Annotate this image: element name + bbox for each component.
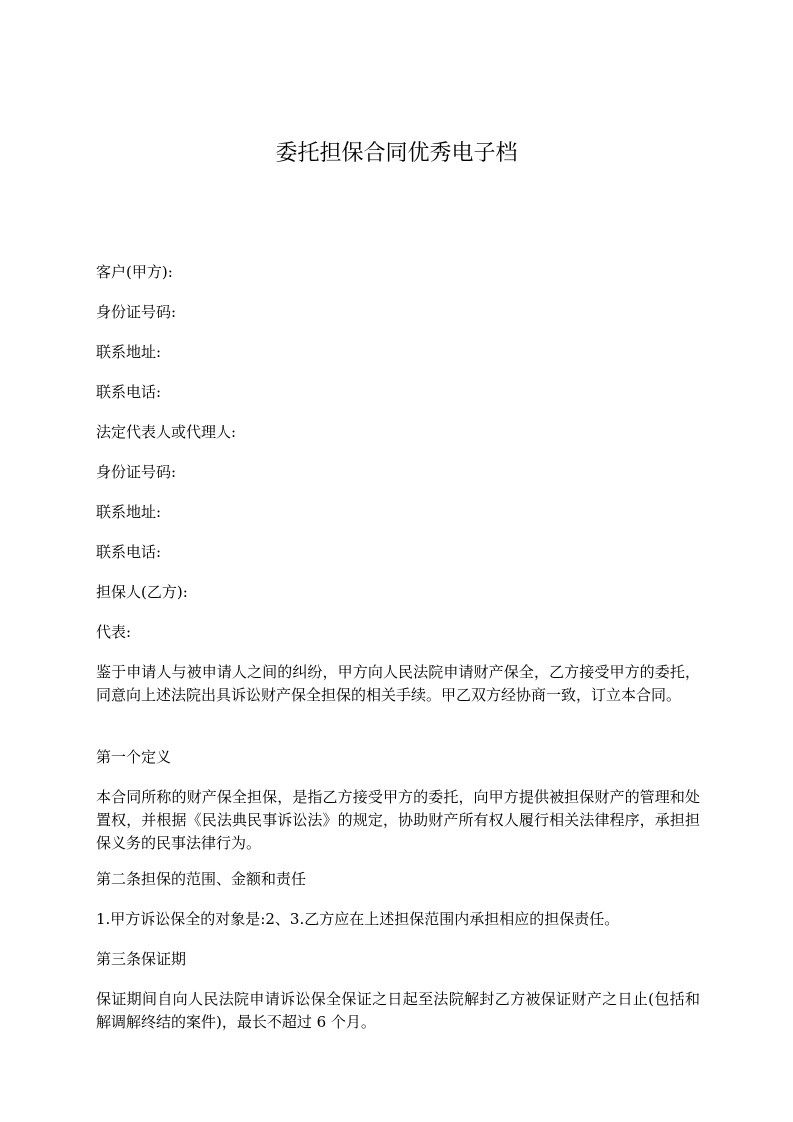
- article-3-body: 保证期间自向人民法院申请诉讼保全保证之日起至法院解封乙方被保证财产之日止(包括和解调解终结的案件)，最长不超过 6 个月。: [96, 990, 700, 1031]
- field-representative: 法定代表人或代理人:: [96, 423, 237, 441]
- field-client-phone: 联系电话:: [96, 383, 162, 401]
- document-title: 委托担保合同优秀电子档: [275, 141, 518, 166]
- preamble-paragraph: 鉴于申请人与被申请人之间的纠纷，甲方向人民法院申请财产保全，乙方接受甲方的委托，同意向上述法院出具诉讼财产保全担保的相关手续。甲乙双方经协商一致，订立本合同。: [96, 663, 700, 704]
- field-representative-id: 身份证号码:: [96, 463, 177, 481]
- article-1-body: 本合同所称的财产保全担保，是指乙方接受甲方的委托，向甲方提供被担保财产的管理和处置权，并根据《民法典民事诉讼法》的规定，协助财产所有权人履行相关法律程序，承担担保义务的民事法律行为。: [96, 788, 700, 852]
- field-client-address: 联系地址:: [96, 343, 162, 361]
- article-3-heading: 第三条保证期: [96, 950, 187, 968]
- article-2-heading: 第二条担保的范围、金额和责任: [96, 870, 307, 888]
- field-representative-address: 联系地址:: [96, 503, 162, 521]
- article-1-heading: 第一个定义: [96, 748, 172, 766]
- field-guarantor: 担保人(乙方):: [96, 583, 188, 601]
- field-representative-phone: 联系电话:: [96, 543, 162, 561]
- field-client-id: 身份证号码:: [96, 303, 177, 321]
- article-2-body: 1.甲方诉讼保全的对象是:2、3.乙方应在上述担保范围内承担相应的担保责任。: [96, 910, 620, 928]
- field-guarantor-rep: 代表:: [96, 623, 132, 641]
- field-client: 客户(甲方):: [96, 263, 173, 281]
